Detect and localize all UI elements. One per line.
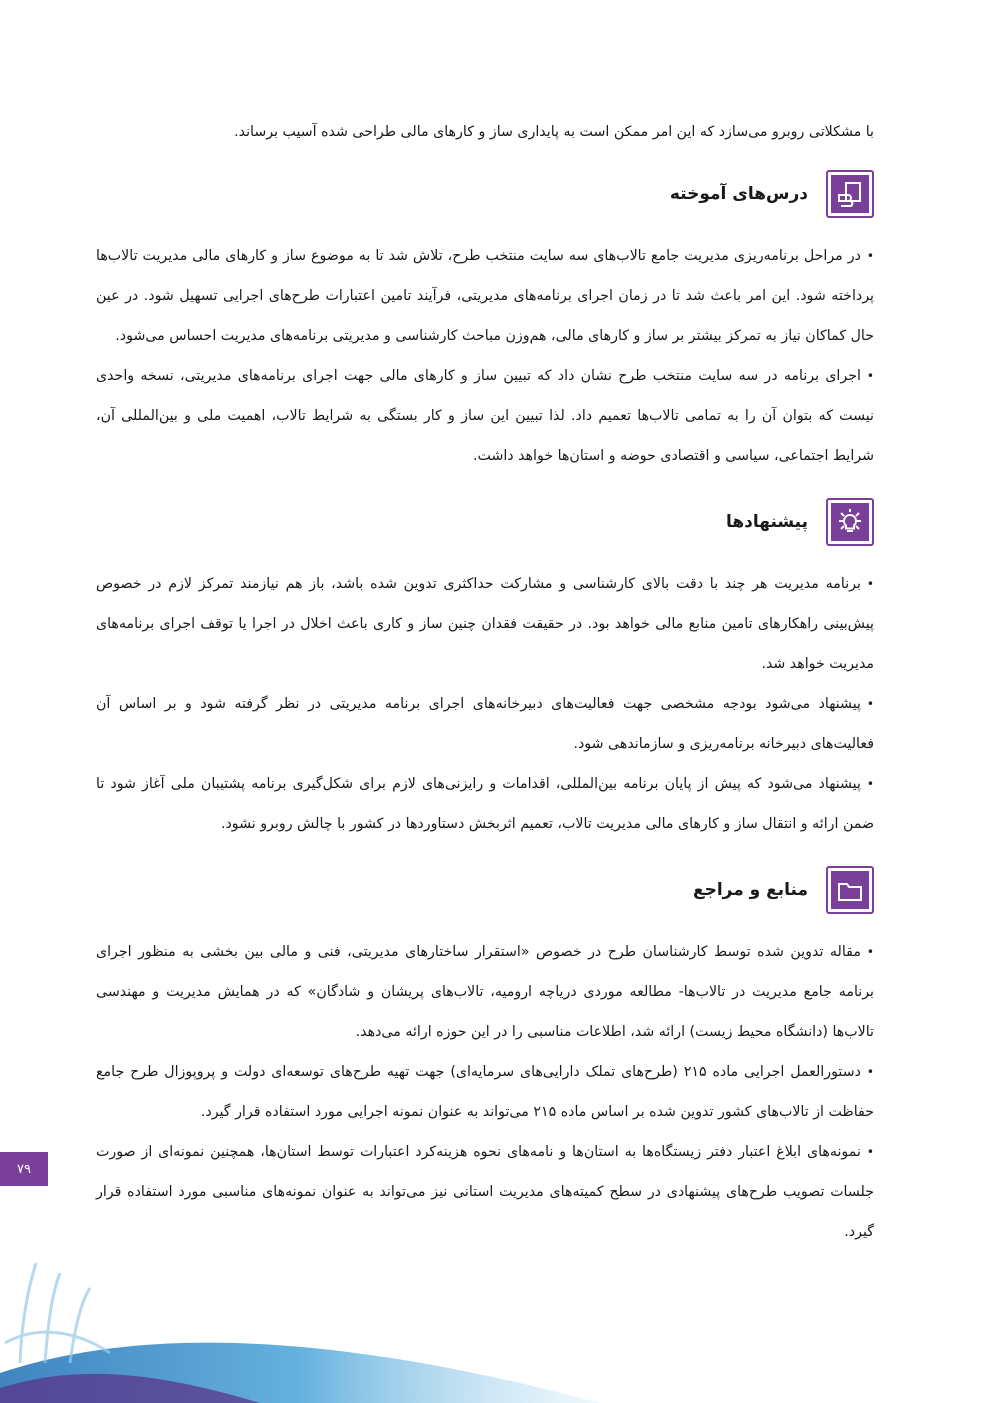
bullet-list [96, 236, 874, 476]
section-references [96, 862, 874, 1252]
hand-document-icon [826, 170, 874, 218]
section-header [96, 862, 874, 918]
page-number: ۷۹ [0, 1152, 48, 1186]
main-content [96, 112, 874, 1270]
intro-paragraph: با مشکلاتی روبرو می‌سازد که این امر ممکن است به پایداری ساز و کارهای مالی طراحی شده آسیب برساند. [234, 124, 874, 140]
bullet-list [96, 932, 874, 1252]
section-header [96, 166, 874, 222]
list-item: •پیشنهاد می‌شود بودجه مشخصی جهت فعالیت‌های دبیرخانه‌های اجرای برنامه مدیریتی در نظر گرفته شود و بر اساس آن فعالیت‌های دبیرخانه برنامه‌ریزی و سازماندهی شود. [96, 696, 874, 752]
list-item: •در مراحل برنامه‌ریزی مدیریت جامع تالاب‌های سه سایت منتخب طرح، تلاش شد تا به موضوع ساز و کارهای مالی مدیریت تالاب‌ها پرداخته شود. این امر باعث شد تا در زمان اجرای برنامه‌های مدیریتی، فرآیند تامین اعتبارات طرح‌های اجرایی تسهیل شود. در عین حال کماکان نیاز به تمرکز بیشتر بر ساز و کارهای مالی، هم‌وزن مباحث کارشناسی و مدیریتی برنامه‌های مدیریت احساس می‌شود. [96, 248, 874, 344]
bullet-list [96, 564, 874, 844]
folder-icon [826, 866, 874, 914]
wave-decoration [0, 1223, 620, 1403]
list-item: •مقاله تدوین شده توسط کارشناسان طرح در خصوص «استقرار ساختارهای مدیریتی، فنی و مالی بین بخشی به منظور اجرای برنامه جامع مدیریت در تالاب‌ها- مطالعه موردی دریاچه ارومیه، تالاب‌های پریشان و شادگان» که در همایش مدیریت و مهندسی تالاب‌ها (دانشگاه محیط زیست) ارائه شد، اطلاعات مناسبی را در این حوزه ارائه می‌دهد. [96, 944, 874, 1040]
section-title: درس‌های آموخته [669, 184, 808, 204]
section-lessons-learned [96, 166, 874, 476]
lightbulb-icon [826, 498, 874, 546]
section-title: پیشنهادها [725, 512, 808, 532]
list-item: •اجرای برنامه در سه سایت منتخب طرح نشان داد که تبیین ساز و کارهای مالی جهت اجرای برنامه‌های مدیریتی، نسخه واحدی نیست که بتوان آن را به تمامی تالاب‌ها تعمیم داد. لذا تبیین این ساز و کار بستگی به شرایط تالاب، اهمیت ملی و بین‌المللی آن، شرایط اجتماعی، سیاسی و اقتصادی حوضه و استان‌ها خواهد داشت. [96, 368, 874, 464]
section-suggestions [96, 494, 874, 844]
list-item: •برنامه مدیریت هر چند با دقت بالای کارشناسی و مشارکت حداکثری تدوین شده باشد، باز هم نیازمند تمرکز لازم در خصوص پیش‌بینی راهکارهای تامین منابع مالی خواهد بود. در حقیقت فقدان چنین ساز و کاری باعث اخلال در اجرا یا توقف اجرای برنامه‌های مدیریت خواهد شد. [96, 576, 874, 672]
list-item: •پیشنهاد می‌شود که پیش از پایان برنامه بین‌المللی، اقدامات و رایزنی‌های لازم برای شکل‌گیری برنامه پشتیبان ملی آغاز شود تا ضمن ارائه و انتقال ساز و کارهای مالی مدیریت تالاب، تعمیم اثربخش دستاوردها در کشور با چالش روبرو نشود. [96, 776, 874, 832]
section-title: منابع و مراجع [692, 880, 808, 900]
list-item: •دستورالعمل اجرایی ماده ۲۱۵ (طرح‌های تملک دارایی‌های سرمایه‌ای) جهت تهیه طرح‌های توسعه‌ای دولت و پروپوزال طرح جامع حفاظت از تالاب‌های کشور تدوین شده بر اساس ماده ۲۱۵ می‌تواند به عنوان نمونه اجرایی مورد استفاده قرار گیرد. [96, 1064, 874, 1120]
section-header [96, 494, 874, 550]
list-item: •نمونه‌های ابلاغ اعتبار دفتر زیستگاه‌ها به استان‌ها و نامه‌های نحوه هزینه‌کرد اعتبارات توسط استان‌ها، همچنین نمونه‌ای از صورت جلسات تصویب طرح‌های پیشنهادی در سطح کمیته‌های مدیریت استانی نیز می‌تواند به عنوان نمونه‌های مناسبی مورد استفاده قرار گیرد. [96, 1144, 874, 1240]
